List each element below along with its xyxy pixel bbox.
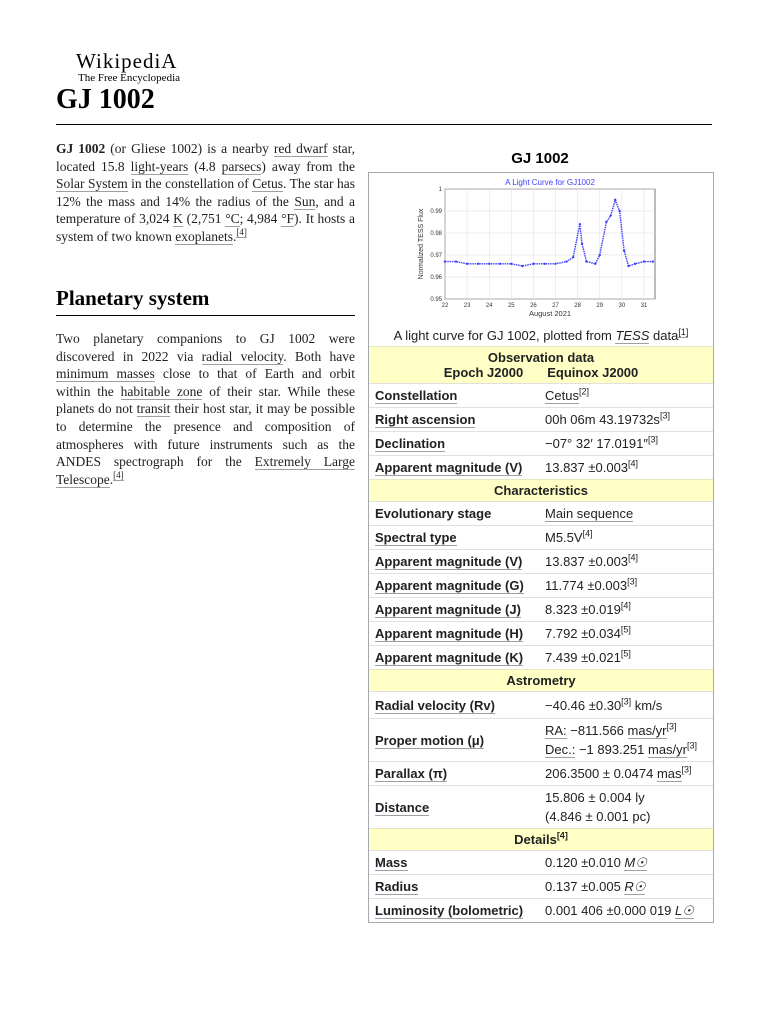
link-extremely-large-telescope[interactable]: Extremely Large Telescope <box>56 454 355 487</box>
value-text: −811.566 <box>566 723 628 738</box>
link-tess[interactable]: TESS <box>615 328 650 343</box>
data-point <box>594 263 596 265</box>
key-label[interactable]: Distance <box>375 799 430 815</box>
key-label[interactable]: Radial velocity (Rv) <box>375 697 495 713</box>
data-point <box>610 214 612 216</box>
key-label[interactable]: Luminosity (bolometric) <box>375 903 524 918</box>
link-celsius[interactable]: °C <box>225 211 240 227</box>
header-text: Details <box>514 832 557 847</box>
row-spectral-type <box>369 525 713 549</box>
row-radius <box>369 874 713 898</box>
reference-link[interactable]: [2] <box>578 386 589 397</box>
section-heading-planetary-system: Planetary system <box>56 286 355 316</box>
reference-link[interactable]: [3] <box>659 410 670 421</box>
epoch-label[interactable]: Epoch J2000 <box>443 365 524 380</box>
x-tick-label: 28 <box>574 303 581 309</box>
value-text: 13.837 ±0.003 <box>545 554 629 569</box>
key-label[interactable]: Radius <box>375 879 419 894</box>
data-point <box>499 263 501 265</box>
intro-text: , and a temperature of 3,024 <box>56 193 356 227</box>
key-label[interactable]: Apparent magnitude (V) <box>375 554 523 569</box>
reference-link[interactable]: [3] <box>647 434 658 445</box>
data-point <box>618 210 620 212</box>
link-solar-system[interactable]: Solar System <box>56 176 128 192</box>
reference-link[interactable]: [4] <box>628 458 639 469</box>
row-magnitude <box>369 645 713 669</box>
unit-link[interactable]: mas <box>656 766 682 781</box>
link-minimum-masses[interactable]: minimum masses <box>56 366 155 382</box>
section-text: . <box>109 471 114 487</box>
solar-luminosity-unit[interactable]: L☉ <box>675 902 694 918</box>
reference-link[interactable]: [4] <box>236 227 247 238</box>
section-text: of their star. While these planets do not <box>56 383 356 417</box>
x-tick-label: 27 <box>552 303 559 309</box>
x-tick-label: 22 <box>441 303 449 309</box>
title-divider <box>56 124 712 125</box>
solar-radius-unit[interactable]: R☉ <box>624 878 646 894</box>
data-point <box>585 260 587 262</box>
data-point <box>581 243 583 245</box>
key-label[interactable]: Right ascension <box>375 412 476 427</box>
section-paragraph <box>56 330 355 488</box>
value-text: 0.137 ±0.005 <box>545 878 625 894</box>
reference-link[interactable]: [5] <box>620 648 631 659</box>
data-point <box>521 265 523 267</box>
characteristics-header: Characteristics <box>369 479 713 501</box>
link-sun[interactable]: Sun <box>294 193 316 209</box>
x-tick-label: 24 <box>485 303 493 309</box>
value-text: −40.46 ±0.30 <box>545 697 622 713</box>
chart-title: A Light Curve for GJ1002 <box>505 178 595 187</box>
intro-text: . The star has 12% the mass and 14% the radius of the <box>56 176 355 209</box>
data-point <box>643 260 645 262</box>
data-point <box>565 260 567 262</box>
row-right-ascension <box>369 407 713 431</box>
header-text: Observation data <box>487 350 595 365</box>
value-text: 11.774 ±0.003 <box>545 578 628 593</box>
value-text: M5.5V <box>545 530 583 545</box>
y-tick-label: 0.95 <box>430 297 442 303</box>
data-point <box>543 263 545 265</box>
row-magnitude <box>369 621 713 645</box>
ra-abbrev[interactable]: RA: <box>545 723 567 738</box>
infobox <box>368 172 714 923</box>
value-link[interactable]: Cetus <box>545 388 579 403</box>
data-point <box>455 260 457 262</box>
row-magnitude <box>369 573 713 597</box>
key-label[interactable]: Apparent magnitude (H) <box>375 626 524 641</box>
reference-link[interactable]: [4] <box>628 552 639 563</box>
row-mass <box>369 850 713 874</box>
equinox-label[interactable]: Equinox J2000 <box>547 365 639 380</box>
row-apparent-magnitude <box>369 455 713 479</box>
x-tick-label: 26 <box>530 303 537 309</box>
link-radial-velocity[interactable]: radial velocity <box>201 348 284 364</box>
intro-text: ) away from the <box>261 158 355 174</box>
link-cetus[interactable]: Cetus <box>252 176 283 192</box>
reference-link[interactable]: [4] <box>556 830 568 841</box>
logo-tagline: The Free Encyclopedia <box>78 72 181 84</box>
key-label[interactable]: Declination <box>375 436 446 451</box>
reference-link[interactable]: [3] <box>621 696 632 707</box>
reference-link[interactable]: [3] <box>666 721 677 732</box>
logo-wordmark: WikipediA <box>76 49 178 73</box>
row-luminosity <box>369 898 713 922</box>
data-point <box>652 260 654 262</box>
unit-link[interactable]: mas/yr <box>627 723 667 738</box>
intro-text: (4.8 <box>188 158 222 174</box>
x-tick-label: 25 <box>507 303 515 309</box>
row-parallax <box>369 761 713 785</box>
link-transit[interactable]: transit <box>136 401 171 417</box>
section-text: close to that of Earth and orbit within the <box>56 366 356 399</box>
y-tick-label: 0.98 <box>430 231 442 237</box>
section-text: their host star, it may be possible to determine the presence and composition of atmospheres with future instruments such as the ANDES spectrograph for the <box>56 401 355 470</box>
y-tick-label: 0.99 <box>430 209 442 215</box>
value-text: 15.806 ± 0.004 ly <box>545 790 645 805</box>
solar-mass-unit[interactable]: M☉ <box>624 854 647 870</box>
link-parsecs[interactable]: parsecs <box>221 158 262 174</box>
key-label[interactable]: Constellation <box>375 388 458 403</box>
data-point <box>477 263 479 265</box>
row-evolutionary-stage <box>369 501 713 525</box>
intro-text: star, located 15.8 <box>56 141 355 174</box>
value-text: −1 893.251 <box>575 742 648 757</box>
y-tick-label: 0.97 <box>430 253 442 259</box>
reference-link[interactable]: [3] <box>681 764 692 775</box>
data-point <box>572 256 574 258</box>
section-text: Two planetary companions to GJ 1002 were discovered in 2022 via <box>56 331 355 364</box>
intro-bold-name: GJ 1002 <box>56 141 106 156</box>
row-radial-velocity <box>369 691 713 718</box>
reference-link[interactable]: [4] <box>582 528 593 539</box>
row-proper-motion <box>369 718 713 761</box>
row-distance <box>369 785 713 828</box>
data-point <box>554 263 556 265</box>
reference-link[interactable]: [5] <box>620 624 631 635</box>
x-tick-label: 30 <box>618 303 626 309</box>
data-point <box>599 254 601 256</box>
value-text: 206.3500 ± 0.0474 <box>545 766 657 781</box>
plot-frame <box>445 189 655 299</box>
value-text: 7.439 ±0.021 <box>545 650 621 665</box>
link-fahrenheit[interactable]: °F <box>281 211 295 227</box>
caption-text: A light curve for GJ 1002, plotted from <box>393 328 616 343</box>
key-label[interactable]: Spectral type <box>375 530 457 545</box>
link-red-dwarf[interactable]: red dwarf <box>273 141 328 156</box>
key-label[interactable]: Proper motion (μ) <box>375 732 485 748</box>
data-point <box>488 263 490 265</box>
row-magnitude <box>369 597 713 621</box>
intro-text: ). It hosts a system of two known <box>56 211 355 244</box>
x-axis-label: August 2021 <box>528 309 572 318</box>
link-exoplanets[interactable]: exoplanets <box>175 228 233 244</box>
value-text: 0.001 406 ±0.000 019 <box>545 902 676 918</box>
section-text: . Both have <box>283 348 355 364</box>
details-header <box>369 828 713 850</box>
intro-text: . <box>232 228 237 244</box>
data-point <box>510 263 512 265</box>
reference-link[interactable]: [3] <box>687 740 698 751</box>
observation-data-header <box>369 346 713 383</box>
y-tick-label: 1 <box>438 187 442 193</box>
y-axis-label: Normalized TESS Flux <box>418 208 425 280</box>
value-text: 7.792 ±0.034 <box>545 626 621 641</box>
value-text: 00h 06m 43.19732s <box>545 412 660 427</box>
x-tick-label: 31 <box>640 303 648 309</box>
key-label[interactable]: Apparent magnitude (V) <box>375 460 523 475</box>
data-point <box>605 221 607 223</box>
intro-paragraph <box>56 140 355 246</box>
value-text: 13.837 ±0.003 <box>545 460 629 475</box>
infobox-title: GJ 1002 <box>511 150 569 167</box>
light-curve-chart[interactable] <box>369 173 713 328</box>
intro-text: (2,751 <box>182 211 226 227</box>
image-caption <box>369 328 713 346</box>
key-label[interactable]: Parallax (π) <box>375 766 448 781</box>
row-constellation <box>369 383 713 407</box>
reference-link[interactable]: [4] <box>113 470 124 481</box>
data-point <box>623 249 625 251</box>
data-point <box>614 199 616 201</box>
x-tick-label: 23 <box>463 303 471 309</box>
astrometry-header: Astrometry <box>369 669 713 691</box>
y-tick-label: 0.96 <box>430 275 442 281</box>
key-label: Evolutionary stage <box>375 506 492 521</box>
value-text: −07° 32′ 17.0191″ <box>545 436 648 451</box>
intro-text: ; 4,984 <box>239 211 282 227</box>
unit-link[interactable]: mas/yr <box>648 742 687 757</box>
key-label[interactable]: Mass <box>375 855 408 870</box>
reference-link[interactable]: [3] <box>627 576 638 587</box>
data-point <box>532 263 534 265</box>
row-declination <box>369 431 713 455</box>
data-point <box>627 265 629 267</box>
reference-link[interactable]: [1] <box>678 326 689 337</box>
value-text: 8.323 ±0.019 <box>545 602 621 617</box>
key-label[interactable]: Apparent magnitude (J) <box>375 602 521 617</box>
data-point <box>466 263 468 265</box>
x-tick-label: 29 <box>596 303 604 309</box>
intro-text: (or Gliese 1002) is a nearby <box>105 141 274 156</box>
value-unit: km/s <box>631 697 663 713</box>
value-link[interactable]: Main sequence <box>545 506 634 521</box>
dec-abbrev[interactable]: Dec.: <box>545 742 576 757</box>
key-label[interactable]: Apparent magnitude (G) <box>375 578 524 593</box>
data-point <box>634 263 636 265</box>
link-kelvin[interactable]: K <box>173 211 183 227</box>
value-text: (4.846 ± 0.001 pc) <box>545 809 651 824</box>
value-text: 0.120 ±0.010 <box>545 854 625 870</box>
link-habitable-zone[interactable]: habitable zone <box>120 383 203 399</box>
wikipedia-logo[interactable] <box>76 50 216 85</box>
key-label[interactable]: Apparent magnitude (K) <box>375 650 524 665</box>
data-point <box>579 223 581 225</box>
reference-link[interactable]: [4] <box>620 600 631 611</box>
link-light-years[interactable]: light-years <box>130 158 189 174</box>
intro-text: in the constellation of <box>127 176 253 192</box>
light-curve-svg <box>415 175 665 325</box>
data-point <box>444 260 446 262</box>
row-magnitude <box>369 549 713 573</box>
page-title: GJ 1002 <box>56 84 155 115</box>
caption-text: data <box>649 328 679 343</box>
